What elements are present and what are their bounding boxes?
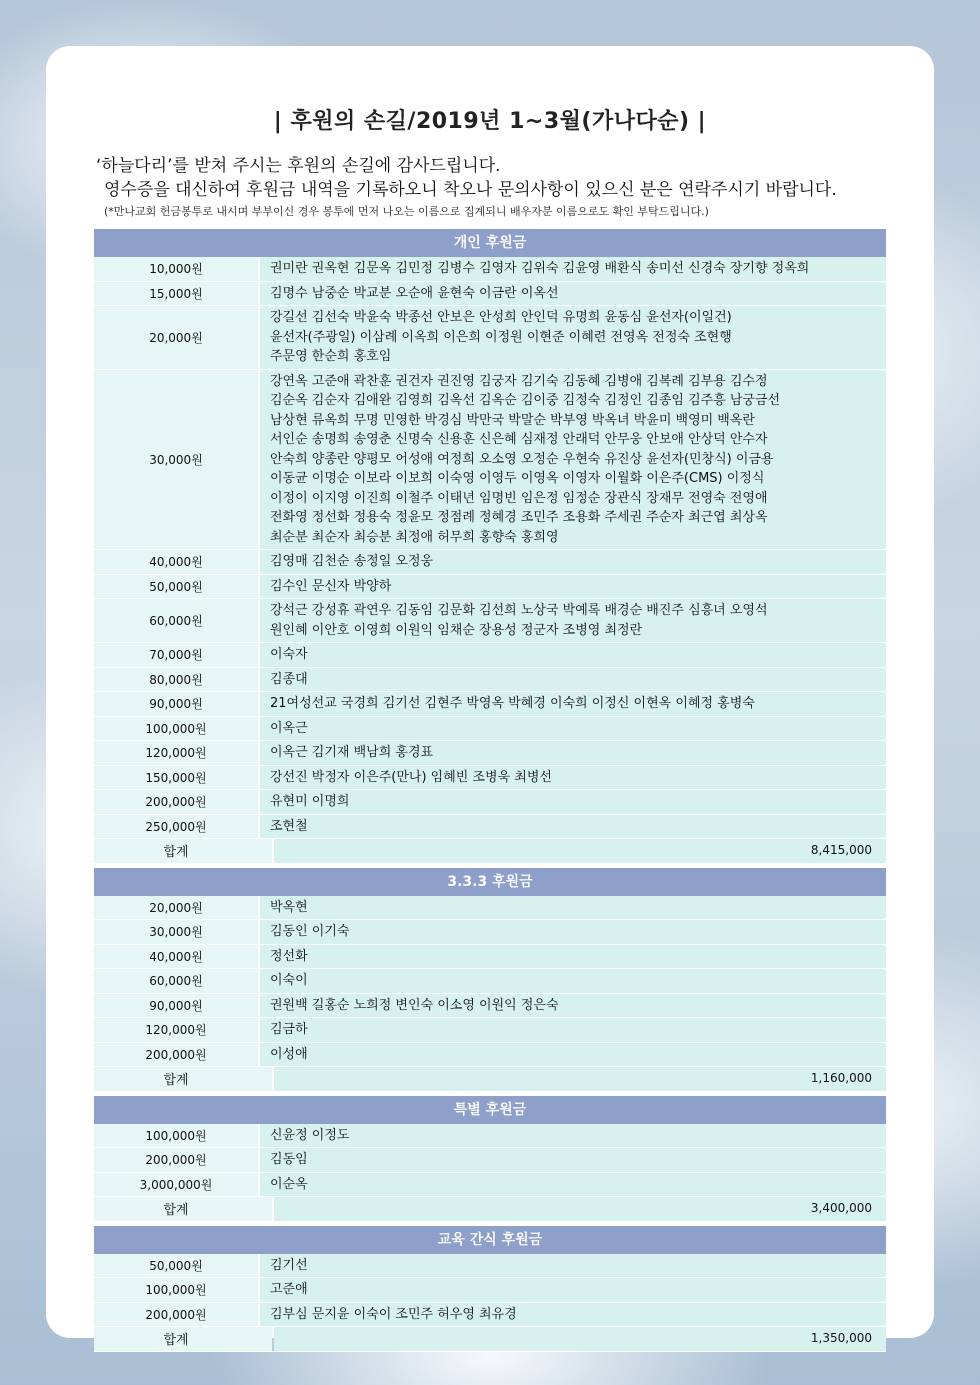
total-label: 합계 — [94, 1197, 272, 1221]
names-cell: 조현철 — [260, 815, 886, 839]
names-cell: 이옥근 — [260, 717, 886, 741]
table-row — [94, 994, 886, 1019]
names-cell: 신윤정 이정도 — [260, 1124, 886, 1148]
amount-cell: 100,000원 — [94, 1278, 258, 1302]
total-row — [94, 839, 886, 864]
names-cell: 이성애 — [260, 1043, 886, 1067]
table-row — [94, 668, 886, 693]
section-header: 개인 후원금 — [94, 229, 886, 257]
table-row — [94, 945, 886, 970]
names-cell: 김수인 문신자 박양하 — [260, 575, 886, 599]
table-row — [94, 1043, 886, 1068]
names-cell: 김부심 문지윤 이숙이 조민주 허우영 최유경 — [260, 1303, 886, 1327]
intro-line-2: 영수증을 대신하여 후원금 내역을 기록하오니 착오나 문의사항이 있으신 분은 연락주시기 바랍니다. — [104, 180, 837, 200]
total-value: 3,400,000 — [274, 1197, 886, 1221]
amount-cell: 80,000원 — [94, 668, 258, 692]
amount-cell: 100,000원 — [94, 1124, 258, 1148]
names-cell: 김명수 남중순 박교분 오순애 윤현숙 이금란 이옥선 — [260, 282, 886, 306]
amount-cell: 60,000원 — [94, 969, 258, 993]
table-row — [94, 692, 886, 717]
total-label: 합계 — [94, 1327, 272, 1351]
names-cell: 유현미 이명희 — [260, 790, 886, 814]
intro-note: (*만나교회 헌금봉투로 내시며 부부이신 경우 봉투에 먼저 나오는 이름으로 집계되니 배우자분 이름으로도 확인 부탁드립니다.) — [104, 205, 709, 218]
amount-cell: 60,000원 — [94, 599, 258, 642]
table-row — [94, 1278, 886, 1303]
names-cell: 권미란 권옥현 김문옥 김민정 김병수 김영자 김위숙 김윤영 배환식 송미선 신경숙 장기향 정옥희 — [260, 257, 886, 281]
amount-cell: 90,000원 — [94, 994, 258, 1018]
table-row — [94, 717, 886, 742]
total-value: 1,350,000 — [274, 1327, 886, 1351]
amount-cell: 200,000원 — [94, 1303, 258, 1327]
names-cell: 박옥현 — [260, 896, 886, 920]
amount-cell: 40,000원 — [94, 945, 258, 969]
section-header: 특별 후원금 — [94, 1096, 886, 1124]
donation-section — [94, 1096, 886, 1222]
table-row — [94, 766, 886, 791]
names-cell: 21여성선교 국경희 김기선 김현주 박영옥 박혜경 이숙희 이정신 이현옥 이혜정 홍병숙 — [260, 692, 886, 716]
names-cell: 김기선 — [260, 1254, 886, 1278]
table-row — [94, 282, 886, 307]
amount-cell: 120,000원 — [94, 1018, 258, 1042]
table-row — [94, 306, 886, 370]
names-cell: 강석근 강성휴 곽연우 김동임 김문화 김선희 노상국 박예록 배경순 배진주 심흥녀 오영석 원인혜 이안호 이영희 이원익 임채순 장용성 정군자 조병영 최정란 — [260, 599, 886, 642]
intro-text — [96, 154, 896, 222]
names-cell: 강선진 박정자 이은주(만나) 임혜빈 조병욱 최병선 — [260, 766, 886, 790]
amount-cell: 30,000원 — [94, 370, 258, 550]
table-row — [94, 599, 886, 643]
table-row — [94, 1124, 886, 1149]
total-label: 합계 — [94, 1067, 272, 1091]
donation-section — [94, 1226, 886, 1352]
table-row — [94, 1303, 886, 1328]
table-row — [94, 896, 886, 921]
table-row — [94, 790, 886, 815]
donation-tables — [94, 229, 886, 1356]
amount-cell: 250,000원 — [94, 815, 258, 839]
table-row — [94, 1254, 886, 1279]
names-cell: 권원백 길홍순 노희정 변인숙 이소영 이원익 정은숙 — [260, 994, 886, 1018]
amount-cell: 40,000원 — [94, 550, 258, 574]
amount-cell: 200,000원 — [94, 1148, 258, 1172]
total-row — [94, 1327, 886, 1352]
names-cell: 이옥근 김기재 백남희 홍경표 — [260, 741, 886, 765]
document-card — [46, 46, 934, 1349]
amount-cell: 15,000원 — [94, 282, 258, 306]
names-cell: 김동임 — [260, 1148, 886, 1172]
amount-cell: 50,000원 — [94, 1254, 258, 1278]
donation-section — [94, 229, 886, 864]
names-cell: 김영매 김천순 송정일 오정웅 — [260, 550, 886, 574]
table-row — [94, 370, 886, 551]
donation-section — [94, 868, 886, 1092]
page-title: | 후원의 손길/2019년 1~3월(가나다순) | — [273, 109, 707, 134]
amount-cell: 200,000원 — [94, 790, 258, 814]
table-row — [94, 550, 886, 575]
table-row — [94, 815, 886, 840]
table-row — [94, 257, 886, 282]
total-row — [94, 1197, 886, 1222]
table-row — [94, 575, 886, 600]
amount-cell: 50,000원 — [94, 575, 258, 599]
amount-cell: 20,000원 — [94, 306, 258, 369]
table-row — [94, 1018, 886, 1043]
names-cell: 정선화 — [260, 945, 886, 969]
amount-cell: 20,000원 — [94, 896, 258, 920]
amount-cell: 200,000원 — [94, 1043, 258, 1067]
amount-cell: 3,000,000원 — [94, 1173, 258, 1197]
names-cell: 이숙이 — [260, 969, 886, 993]
total-label: 합계 — [94, 839, 272, 863]
names-cell: 강연옥 고준애 곽찬훈 권건자 권진영 김궁자 김기숙 김동혜 김병애 김복례 김부용 김수정 김순옥 김순자 김애완 김영희 김옥선 김옥순 김이중 김정숙 김정인 김종임 김주흥 남궁금선 남상현 류옥희 무명 민영한 박경심 박만국 박말순 박부영 박옥녀 박윤미 백영미 백옥란 서인순 송명희 송영춘 신명숙 신용훈 신은혜 심재정 안래덕 안무웅 안보애 안상덕 안수자 안숙희 양종란 양평모 어성애 여정희 오소영 오정순 우현숙 유진상 윤선자(민창식) 이금용 이동균 이명순 이보라 이보희 이숙영 이영두 이영옥 이영자 이월화 이은주(CMS) 이정식 이정이 이지영 이진희 이철주 이태년 임명빈 임은정 임정순 장관식 장재무 전영숙 전영애 전화영 정선화 정용숙 정윤모 정점례 정혜경 조민주 조용화 주세권 주순자 최근엽 최상옥 최순분 최순자 최승분 최정애 허무희 홍향숙 홍희영 — [260, 370, 886, 550]
amount-cell: 70,000원 — [94, 643, 258, 667]
total-value: 8,415,000 — [274, 839, 886, 863]
names-cell: 이숙자 — [260, 643, 886, 667]
table-row — [94, 643, 886, 668]
names-cell: 김동인 이기숙 — [260, 920, 886, 944]
table-row — [94, 741, 886, 766]
amount-cell: 10,000원 — [94, 257, 258, 281]
table-row — [94, 1173, 886, 1198]
amount-cell: 120,000원 — [94, 741, 258, 765]
table-row — [94, 969, 886, 994]
total-row — [94, 1067, 886, 1092]
table-row — [94, 1148, 886, 1173]
names-cell: 강길선 김선숙 박윤숙 박종선 안보은 안성희 안인덕 유명희 윤동심 윤선자(이일건) 윤선자(주광일) 이삼례 이옥희 이은희 이정원 이현준 이혜련 전영옥 전정숙 조현행 주문영 한순희 홍호임 — [260, 306, 886, 369]
intro-line-1: ‘하늘다리’를 받쳐 주시는 후원의 손길에 감사드립니다. — [96, 156, 501, 176]
amount-cell: 90,000원 — [94, 692, 258, 716]
names-cell: 김종대 — [260, 668, 886, 692]
amount-cell: 100,000원 — [94, 717, 258, 741]
names-cell: 고준애 — [260, 1278, 886, 1302]
total-value: 1,160,000 — [274, 1067, 886, 1091]
section-header: 3.3.3 후원금 — [94, 868, 886, 896]
names-cell: 김금하 — [260, 1018, 886, 1042]
table-row — [94, 920, 886, 945]
names-cell: 이순옥 — [260, 1173, 886, 1197]
amount-cell: 30,000원 — [94, 920, 258, 944]
amount-cell: 150,000원 — [94, 766, 258, 790]
section-header: 교육 간식 후원금 — [94, 1226, 886, 1254]
